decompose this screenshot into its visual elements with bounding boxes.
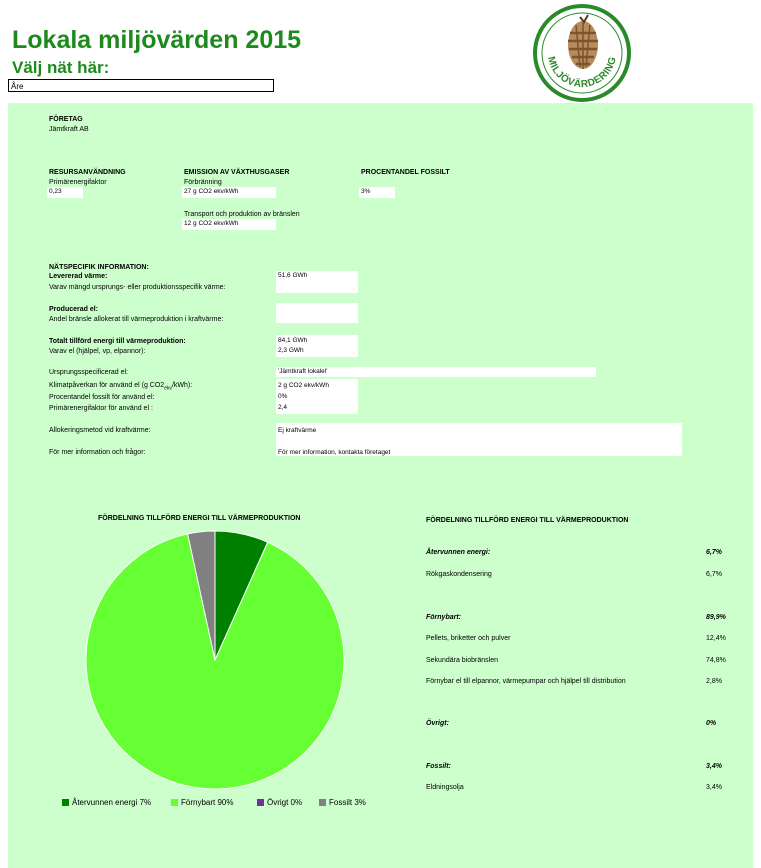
breakdown-row-label: Sekundära biobränslen <box>426 657 498 664</box>
breakdown-row-value: 3,4% <box>706 763 722 770</box>
company-value: Jämtkraft AB <box>49 126 89 133</box>
miljovardering-logo <box>532 3 632 103</box>
resource-sublabel: Primärenergifaktor <box>49 179 107 186</box>
legend-item-other <box>257 798 302 807</box>
aux-el-value: 2,3 GWh <box>278 347 304 354</box>
page-title: Lokala miljövärden 2015 <box>12 26 302 54</box>
breakdown-row-value: 6,7% <box>706 571 722 578</box>
produced-el-value <box>276 303 358 323</box>
breakdown-title: FÖRDELNING TILLFÖRD ENERGI TILL VÄRMEPRODUKTION <box>426 517 629 524</box>
legend-label-renewable: Förnybart 90% <box>181 798 234 807</box>
logo-text: MILJÖVÄRDERING <box>545 55 619 91</box>
legend-label-other: Övrigt 0% <box>267 798 303 807</box>
resource-heading: RESURSANVÄNDNING <box>49 169 126 176</box>
el-values-box <box>276 379 358 414</box>
produced-el-label: Producerad el: <box>49 306 99 313</box>
emission-heading: EMISSION AV VÄXTHUSGASER <box>184 169 290 176</box>
fossil-share-value: 3% <box>359 187 395 198</box>
primary-el-label: Primärenergifaktor för använd el : <box>49 405 153 412</box>
emission-sublabel: Förbränning <box>184 179 222 186</box>
delivered-heat-label: Levererad värme: <box>49 273 108 280</box>
legend-item-recovered <box>62 798 151 807</box>
alloc-info-box <box>276 423 682 456</box>
fossil-el-value: 0% <box>278 393 288 400</box>
legend-label-fossil: Fossilt 3% <box>329 798 366 807</box>
breakdown-row-value: 0% <box>706 720 717 727</box>
origin-el-label: Ursprungsspecificerad el: <box>49 369 128 376</box>
breakdown-row-value: 12,4% <box>706 635 726 642</box>
combustion-emission-value: 27 g CO2 ekv/kWh <box>182 187 276 198</box>
legend-label-recovered: Återvunnen energi 7% <box>72 798 152 807</box>
more-info-label: För mer information och frågor: <box>49 449 146 456</box>
logo-graphic <box>532 3 632 103</box>
total-energy-label: Totalt tillförd energi till värmeproduktion: <box>49 338 186 345</box>
breakdown-row-label: Eldningsolja <box>426 784 464 791</box>
breakdown-row-label: Pellets, briketter och pulver <box>426 635 511 642</box>
net-select-label: Välj nät här: <box>12 58 110 77</box>
total-energy-value: 84,1 GWh <box>278 337 308 344</box>
breakdown-row-label: Förnybart: <box>426 614 461 621</box>
breakdown-row-value: 6,7% <box>706 549 722 556</box>
breakdown-row-label: Förnybar el till elpannor, värmepumpar och hjälpel till distribution <box>426 678 626 685</box>
legend-item-renewable <box>171 798 233 807</box>
chart-title: FÖRDELNING TILLFÖRD ENERGI TILL VÄRMEPRODUKTION <box>98 515 301 522</box>
breakdown-row-label: Övrigt: <box>426 720 449 727</box>
climate-impact-value: 2 g CO2 ekv/kWh <box>278 382 329 389</box>
legend-swatch-recovered <box>62 799 69 806</box>
primary-energy-factor-value: 0,23 <box>47 187 83 198</box>
alloc-method-value: Ej kraftvärme <box>278 427 317 434</box>
breakdown-row-label: Återvunnen energi: <box>426 549 491 556</box>
alloc-method-label: Allokeringsmetod vid kraftvärme: <box>49 427 151 434</box>
more-info-value: För mer information, kontakta företaget <box>278 449 391 456</box>
transport-label: Transport och produktion av bränslen <box>184 211 300 218</box>
breakdown-row-label: Fossilt: <box>426 763 451 770</box>
fossil-el-label: Procentandel fossilt för använd el: <box>49 394 155 401</box>
breakdown-row-label: Rökgaskondensering <box>426 571 492 578</box>
energy-pie-chart <box>80 525 350 795</box>
legend-swatch-other <box>257 799 264 806</box>
breakdown-row-value: 2,8% <box>706 678 722 685</box>
net-select-dropdown[interactable]: Åre <box>8 79 274 92</box>
aux-el-label: Varav el (hjälpel, vp, elpannor): <box>49 348 146 355</box>
legend-swatch-fossil <box>319 799 326 806</box>
net-info-heading: NÄTSPECIFIK INFORMATION: <box>49 264 149 271</box>
legend-item-fossil <box>319 798 366 807</box>
legend-swatch-renewable <box>171 799 178 806</box>
company-label: FÖRETAG <box>49 116 83 123</box>
transport-emission-value: 12 g CO2 ekv/kWh <box>182 219 276 230</box>
breakdown-row-value: 74,8% <box>706 657 726 664</box>
fossil-share-heading: PROCENTANDEL FOSSILT <box>361 169 450 176</box>
breakdown-row-value: 89,9% <box>706 614 726 621</box>
primary-el-value: 2,4 <box>278 404 288 411</box>
origin-specific-label: Varav mängd ursprungs- eller produktionsspecifik värme: <box>49 284 226 291</box>
origin-el-value: 'Jämtkraft lokalel' <box>276 367 596 377</box>
total-energy-box <box>276 335 358 357</box>
climate-impact-label: Klimatpåverkan för använd el (g $CO2_{ekv}/kWh$): <box>49 382 193 392</box>
breakdown-row-value: 3,4% <box>706 784 722 791</box>
delivered-heat-value: 51,6 GWh <box>276 271 358 293</box>
fuel-alloc-label: Andel bränsle allokerat till värmeproduktion i kraftvärme: <box>49 316 224 323</box>
